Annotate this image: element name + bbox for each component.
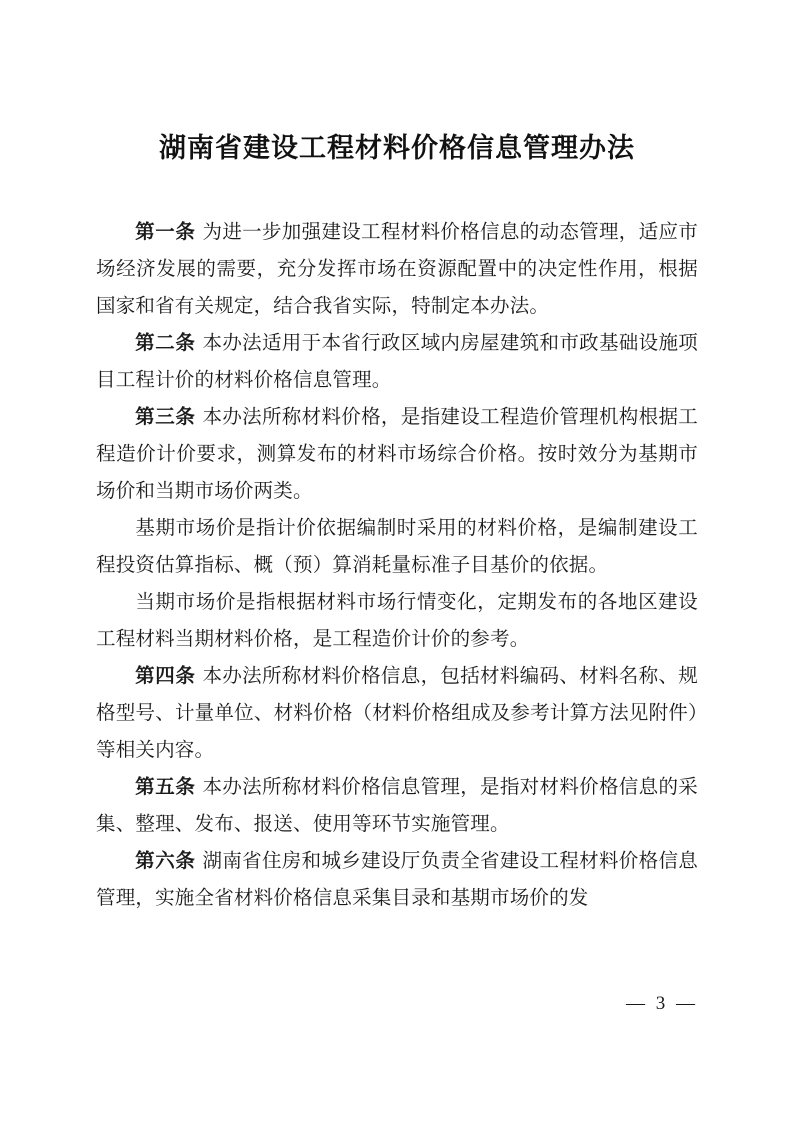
paragraph-text-7: 本办法所称材料价格信息管理，是指对材料价格信息的采集、整理、发布、报送、使用等环节实施管理。 [96, 776, 698, 835]
paragraph-1 [96, 214, 698, 325]
document-body [96, 214, 698, 917]
article-label-6: 第六条 [135, 849, 196, 872]
article-label-2: 第二条 [135, 331, 196, 354]
page-title: 湖南省建设工程材料价格信息管理办法 [159, 133, 635, 163]
article-label-3: 第三条 [135, 405, 196, 428]
article-label-5: 第五条 [135, 775, 196, 798]
paragraph-text-3: 本办法所称材料价格，是指建设工程造价管理机构根据工程造价计价要求，测算发布的材料市场综合价格。按时效分为基期市场价和当期市场价两类。 [96, 406, 698, 502]
paragraph-5 [96, 584, 698, 658]
page-number: — 3 — [626, 993, 698, 1014]
paragraph-2 [96, 325, 698, 399]
article-label-4: 第四条 [135, 664, 196, 687]
paragraph-8 [96, 843, 698, 917]
paragraph-text-8: 湖南省住房和城乡建设厅负责全省建设工程材料价格信息管理，实施全省材料价格信息采集目录和基期市场价的发 [96, 850, 698, 909]
paragraph-text-5: 当期市场价是指根据材料市场行情变化，定期发布的各地区建设工程材料当期材料价格，是工程造价计价的参考。 [96, 591, 698, 650]
paragraph-text-2: 本办法适用于本省行政区域内房屋建筑和市政基础设施项目工程计价的材料价格信息管理。 [96, 332, 698, 391]
article-label-1: 第一条 [135, 220, 196, 243]
paragraph-text-6: 本办法所称材料价格信息，包括材料编码、材料名称、规格型号、计量单位、材料价格（材料价格组成及参考计算方法见附件）等相关内容。 [96, 665, 698, 761]
paragraph-3 [96, 399, 698, 510]
paragraph-text-4: 基期市场价是指计价依据编制时采用的材料价格，是编制建设工程投资估算指标、概（预）算消耗量标准子目基价的依据。 [96, 517, 698, 576]
paragraph-7 [96, 769, 698, 843]
paragraph-text-1: 为进一步加强建设工程材料价格信息的动态管理，适应市场经济发展的需要，充分发挥市场在资源配置中的决定性作用，根据国家和省有关规定，结合我省实际，特制定本办法。 [96, 221, 698, 317]
paragraph-4 [96, 510, 698, 584]
paragraph-6 [96, 658, 698, 769]
